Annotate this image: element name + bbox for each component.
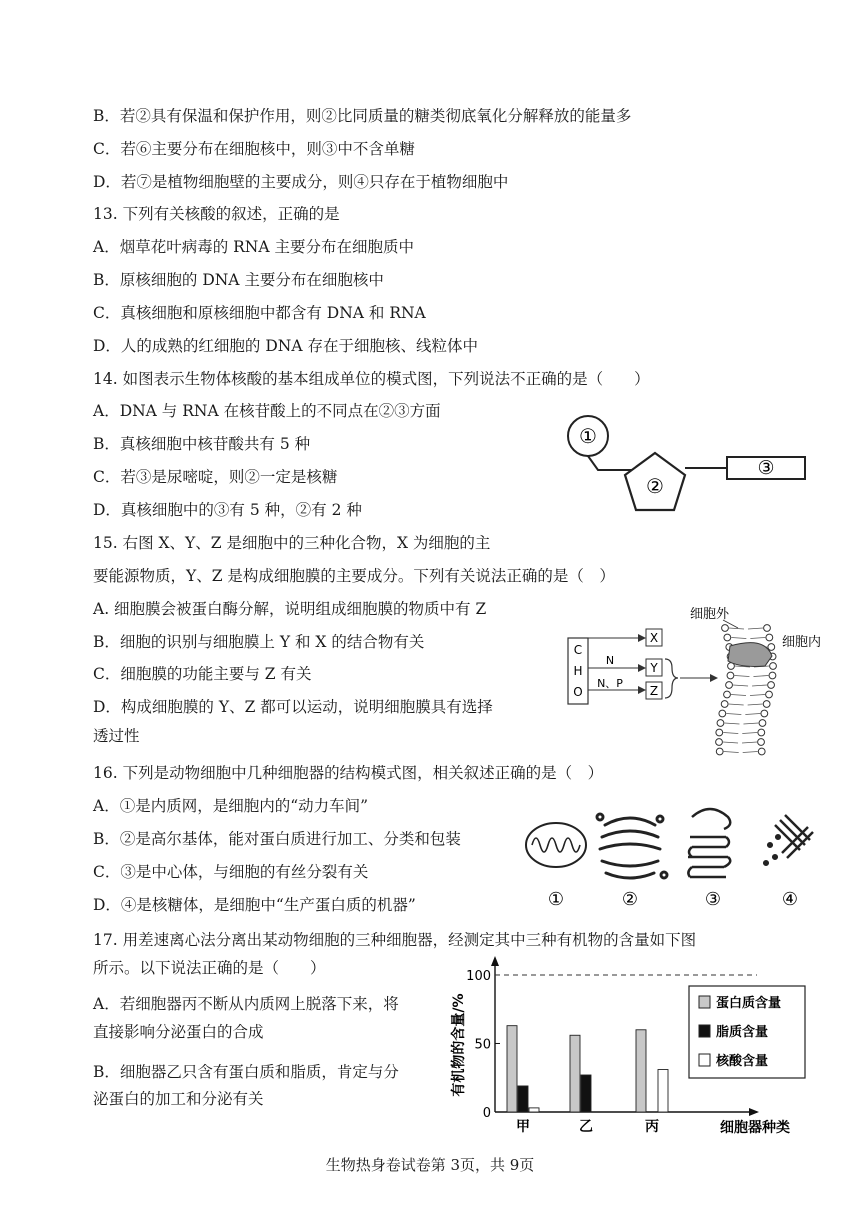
option-13c: C．真核细胞和原核细胞中都含有 DNA 和 RNA bbox=[93, 304, 426, 322]
nucleotide-figure bbox=[560, 410, 820, 520]
bar-丙-蛋白质含量 bbox=[636, 1030, 646, 1112]
category-label: 甲 bbox=[516, 1119, 530, 1135]
organelle-label-4: ④ bbox=[781, 889, 799, 910]
question-14: 14. 如图表示生物体核酸的基本组成单位的模式图，下列说法不正确的是（ ） bbox=[93, 370, 650, 388]
bar-乙-脂质含量 bbox=[581, 1075, 591, 1112]
arrow-label-n: N bbox=[605, 654, 615, 667]
organelle-label-3: ③ bbox=[704, 889, 722, 910]
question-16: 16. 下列是动物细胞中几种细胞器的结构模式图，相关叙述正确的是（ ） bbox=[93, 764, 604, 782]
question-15-line2: 要能源物质，Y、Z 是构成细胞膜的主要成分。下列有关说法正确的是（ ） bbox=[93, 567, 615, 585]
element-h: H bbox=[573, 664, 583, 678]
phosphate-bond bbox=[588, 456, 632, 470]
option-13a: A．烟草花叶病毒的 RNA 主要分布在细胞质中 bbox=[93, 238, 414, 256]
bar-乙-蛋白质含量 bbox=[570, 1035, 580, 1112]
legend-swatch bbox=[699, 996, 710, 1008]
box-z-label: Z bbox=[649, 684, 659, 698]
question-13: 13. 下列有关核酸的叙述，正确的是 bbox=[93, 205, 340, 223]
chart-legend bbox=[689, 986, 805, 1078]
option-12c: C．若⑥主要分布在细胞核中，则③中不含单糖 bbox=[93, 140, 415, 158]
option-17a: A．若细胞器丙不断从内质网上脱落下来，将 bbox=[93, 995, 399, 1013]
option-17b-cont: 泌蛋白的加工和分泌有关 bbox=[93, 1090, 264, 1108]
mitochondrion-drawing bbox=[526, 823, 586, 867]
option-16d: D．④是核糖体，是细胞中“生产蛋白质的机器” bbox=[93, 896, 416, 914]
y-tick-label: 100 bbox=[466, 968, 491, 984]
element-c: C bbox=[573, 643, 583, 657]
legend-label: 脂质含量 bbox=[716, 1025, 769, 1040]
phosphate-label: ① bbox=[579, 424, 597, 448]
legend-swatch bbox=[699, 1025, 710, 1037]
bar-甲-核酸含量 bbox=[529, 1108, 539, 1112]
page-footer: 生物热身卷试卷第 3页，共 9页 bbox=[325, 1156, 535, 1174]
option-13b: B．原核细胞的 DNA 主要分布在细胞核中 bbox=[93, 271, 384, 289]
membrane-figure bbox=[560, 606, 835, 761]
question-17-line2: 所示。以下说法正确的是（ ） bbox=[93, 959, 326, 977]
organelle-label-1: ① bbox=[547, 889, 565, 910]
option-15b: B．细胞的识别与细胞膜上 Y 和 X 的结合物有关 bbox=[93, 633, 425, 651]
base-label: ③ bbox=[757, 457, 775, 479]
option-16a: A．①是内质网，是细胞内的“动力车间” bbox=[93, 797, 369, 815]
organelle-label-2: ② bbox=[621, 889, 639, 910]
er-drawing bbox=[688, 809, 730, 877]
option-14d: D．真核细胞中的③有 5 种，②有 2 种 bbox=[93, 501, 362, 519]
option-14a: A．DNA 与 RNA 在核苷酸上的不同点在②③方面 bbox=[93, 402, 441, 420]
option-17b: B．细胞器乙只含有蛋白质和脂质，肯定与分 bbox=[93, 1063, 399, 1081]
option-13d: D．人的成熟的红细胞的 DNA 存在于细胞核、线粒体中 bbox=[93, 337, 478, 355]
option-15a: A. 细胞膜会被蛋白酶分解，说明组成细胞膜的物质中有 Z bbox=[93, 600, 487, 618]
bar-丙-核酸含量 bbox=[658, 1070, 668, 1112]
brace bbox=[665, 659, 678, 698]
option-15c: C．细胞膜的功能主要与 Z 有关 bbox=[93, 665, 312, 683]
legend-swatch bbox=[699, 1054, 710, 1066]
legend-label: 核酸含量 bbox=[716, 1054, 769, 1069]
arrow-label-np: N、P bbox=[597, 677, 623, 690]
bar-甲-脂质含量 bbox=[518, 1086, 528, 1112]
legend-label: 蛋白质含量 bbox=[716, 996, 782, 1011]
y-axis-arrow bbox=[491, 956, 499, 966]
option-12b: B．若②具有保温和保护作用，则②比同质量的糖类彻底氧化分解释放的能量多 bbox=[93, 107, 632, 125]
option-16c: C．③是中心体，与细胞的有丝分裂有关 bbox=[93, 863, 369, 881]
centriole-drawing bbox=[764, 815, 813, 865]
option-12d: D．若⑦是植物细胞壁的主要成分，则④只存在于植物细胞中 bbox=[93, 173, 509, 191]
y-tick-label: 50 bbox=[474, 1037, 491, 1053]
element-o: O bbox=[573, 685, 583, 699]
option-17a-cont: 直接影响分泌蛋白的合成 bbox=[93, 1023, 264, 1041]
y-tick-label: 0 bbox=[482, 1106, 491, 1121]
option-14c: C．若③是尿嘧啶，则②一定是核糖 bbox=[93, 468, 338, 486]
option-15d: D．构成细胞膜的 Y、Z 都可以运动，说明细胞膜具有选择 bbox=[93, 698, 493, 716]
question-17-line1: 17. 用差速离心法分离出某动物细胞的三种细胞器，经测定其中三种有机物的含量如下图 bbox=[93, 931, 697, 949]
category-label: 乙 bbox=[579, 1119, 593, 1135]
option-16b: B．②是高尔基体，能对蛋白质进行加工、分类和包装 bbox=[93, 830, 461, 848]
organelle-content-chart bbox=[445, 950, 815, 1140]
membrane-protein bbox=[728, 643, 772, 667]
chart-ylabel: 有机物的含量/% bbox=[451, 993, 467, 1097]
option-14b: B．真核细胞中核苷酸共有 5 种 bbox=[93, 435, 311, 453]
inside-label: 细胞内 bbox=[782, 635, 822, 650]
question-15-line1: 15. 右图 X、Y、Z 是细胞中的三种化合物，X 为细胞的主 bbox=[93, 534, 491, 552]
sugar-label: ② bbox=[646, 474, 664, 498]
organelle-figure bbox=[520, 795, 825, 915]
outside-label: 细胞外 bbox=[690, 607, 730, 622]
box-x-label: X bbox=[649, 631, 659, 645]
category-label: 丙 bbox=[645, 1119, 659, 1135]
x-axis-arrow bbox=[749, 1108, 759, 1116]
bar-甲-蛋白质含量 bbox=[507, 1026, 517, 1112]
option-15d-cont: 透过性 bbox=[93, 727, 140, 745]
golgi-drawing bbox=[597, 814, 667, 878]
chart-xlabel: 细胞器种类 bbox=[720, 1120, 790, 1136]
box-y-label: Y bbox=[650, 661, 658, 675]
